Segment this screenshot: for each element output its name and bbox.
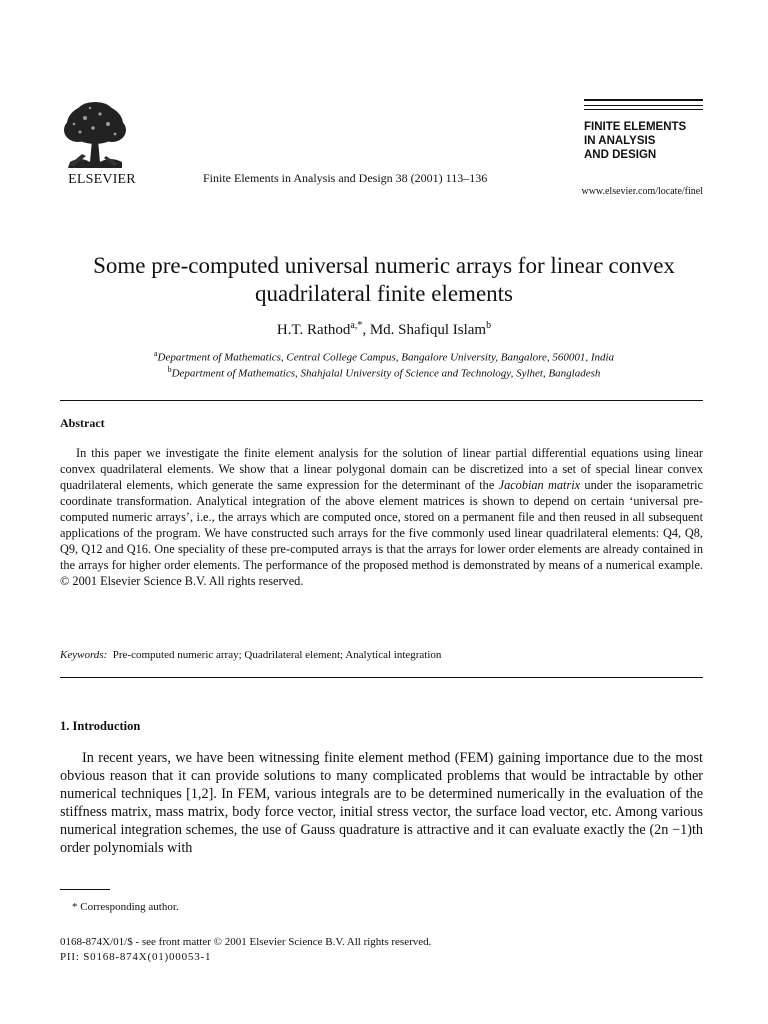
section-heading-introduction: 1. Introduction [60,719,141,733]
affiliation-text: Department of Mathematics, Shahjalal University of Science and Technology, Sylhet, Bangladesh [171,367,601,380]
abstract-body [60,445,703,589]
publisher-name: ELSEVIER [68,172,136,187]
journal-rule [584,109,703,110]
section-divider [60,677,703,678]
author-name: H.T. Rathod [276,322,351,338]
journal-citation: Finite Elements in Analysis and Design 38 (2001) 113–136 [203,171,488,185]
author-list: H.T. Rathod$^{a,*}$, Md. Shafiqul Islam$^b$ [276,320,492,338]
footnote-divider [60,889,110,890]
author-superscript: b [486,320,492,331]
abstract-text: under the isoparametric coordinate transformation. Analytical integration of the above element matrices is shown to depend on certain ‘universal pre-computed numeric arrays’, i.e., the arrays which are computed once, stored on a permanent file and then reused in all subsequent applications of the program. We have constructed such arrays for the five commonly used linear quadrilateral elements: Q4, Q8, Q9, Q12 and Q16. One speciality of these pre-computed arrays is that the arrays for lower order elements are already contained in the arrays for higher order elements. The performance of the proposed method is demonstrated by means of a numerical example. © 2001 Elsevier Science B.V. All rights reserved. [60,478,703,588]
author-superscript: a,* [350,320,363,331]
affiliation-marker: b [167,365,172,374]
abstract-heading: Abstract [60,416,105,430]
journal-name: FINITE ELEMENTS IN ANALYSIS AND DESIGN [584,121,687,161]
journal-rule [584,99,703,101]
author-name: Md. Shafiqul Islam [369,322,487,338]
article-title: Some pre-computed universal numeric arrays for linear convex quadrilateral finite elements [93,253,675,306]
section-divider [60,400,703,401]
affiliation [40,365,728,380]
affiliation [40,349,728,364]
footnote-corresponding-author: * Corresponding author. [72,901,179,913]
abstract-italic-term: Jacobian matrix [498,478,581,492]
elsevier-tree-logo [60,100,130,172]
keywords [60,649,441,661]
journal-rule [584,105,703,106]
keywords-label: Keywords: [60,649,108,661]
copyright-notice: 0168-874X/01/$ - see front matter © 2001 Elsevier Science B.V. All rights reserved. [60,936,432,948]
introduction-body: In recent years, we have been witnessing finite element method (FEM) gaining importance due to the most obvious reason that it can provide solutions to many complicated problems that would be intractable by other numerical techniques [1,2]. In FEM, various integrals are to be determined numerically in the evaluation of the stiffness matrix, mass matrix, body force vector, initial stress vector, the surface load vector, etc. Among various numerical integration schemes, the use of Gauss quadrature is attractive and it can evaluate exactly the (2n −1)th order polynomials with [60,750,703,856]
affiliation-text: Department of Mathematics, Central College Campus, Bangalore University, Bangalore, 560001, India [157,351,615,364]
abstract-text: In this paper we investigate the finite element analysis for the solution of linear partial differential equations using linear convex quadrilateral elements. We show that a linear polygonal domain can be discretized into a set of special linear convex quadrilateral elements, which generate the same expression for the determinant of the [60,446,703,492]
journal-url[interactable]: www.elsevier.com/locate/finel [581,186,703,197]
keywords-text: Pre-computed numeric array; Quadrilateral element; Analytical integration [112,649,442,661]
affiliation-marker: a [153,349,158,358]
pii-identifier: PII: S0168-874X(01)00053-1 [60,951,212,963]
